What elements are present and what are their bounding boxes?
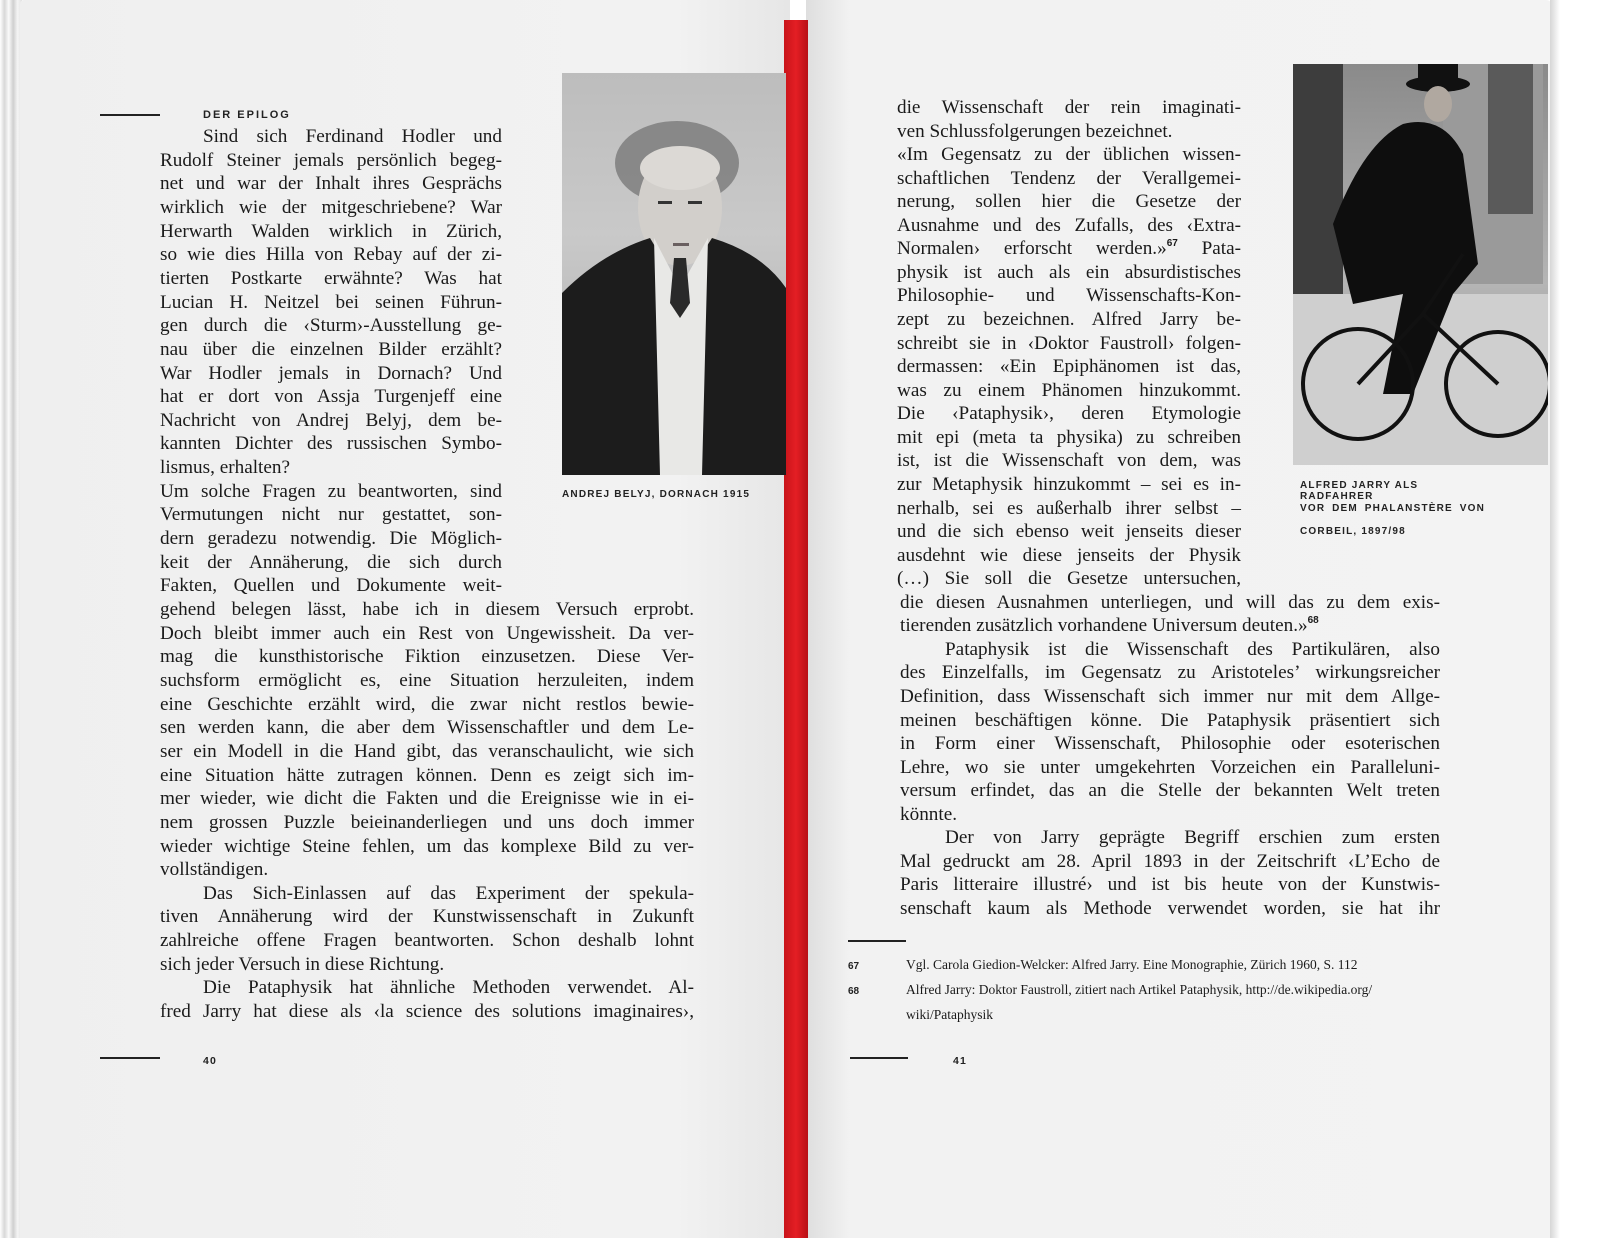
text-segment: Normalen› erforscht werden.» [897,238,1167,260]
text-segment: dermassen: «Ein Epiphänomen ist das, [897,356,1241,378]
footnote-text: Alfred Jarry: Doktor Faustroll, zitiert nach Artikel Pataphysik, http://de.wikipedia.org/ [906,982,1373,997]
text-segment: Pata- [1177,238,1241,260]
text-segment: was zu einem Phänomen hinzukommt. [897,379,1241,401]
text-line: sich jeder Versuch in diese Richtung. [160,953,445,975]
text-line: kannten Dichter des russischen Symbo- [160,433,502,455]
text-line: wirklich wie der mitgeschriebene? War [160,196,502,218]
text-segment: schaftlichen Tendenz der Verallgemei- [897,167,1241,189]
footnote-text: wiki/Pataphysik [906,1007,993,1022]
text-line: wieder wichtige Steine fehlen, um das komplexe Bild zu ver- [160,835,694,857]
text-line [897,96,1241,120]
text-line: Fakten, Quellen und Dokumente weit- [160,575,502,597]
text-segment: könnte. [900,803,958,825]
text-line: Um solche Fragen zu beantworten, sind [160,480,502,502]
text-line [897,544,1241,568]
text-segment: die Wissenschaft der rein imaginati- [897,97,1241,118]
text-line: dern geradezu notwendig. Die Möglich- [160,528,502,550]
text-segment: Die ‹Pataphysik›, deren Etymologie [897,403,1241,425]
footnote-text: Vgl. Carola Giedion-Welcker: Alfred Jarry. Eine Monographie, Zürich 1960, S. 112 [906,957,1358,972]
text-line: Rudolf Steiner jemals persönlich begeg- [160,149,502,171]
photo-alfred-jarry-cyclist [1293,64,1548,465]
section-label: DER EPILOG [203,109,291,121]
text-line: tierten Postkarte erwähnte? Was hat [160,267,502,289]
text-line: Vermutungen nicht nur gestattet, son- [160,504,502,526]
text-line [897,473,1241,497]
text-line: gehend belegen lässt, habe ich in diesem Versuch erprobt. [160,599,694,620]
text-line [897,237,1241,261]
text-line: Sind sich Ferdinand Hodler und [203,126,502,147]
text-line [900,685,1440,709]
text-line [897,308,1241,332]
text-segment: und die sich ebenso weit jenseits dieser [897,521,1241,543]
footer-rule-right [850,1057,908,1059]
text-line [900,591,1440,615]
caption-line: ALFRED JARRY ALS RADFAHRER [1300,480,1419,502]
text-line: eine Situation hätte zutragen können. Denn es zeigt sich im- [160,764,694,786]
text-segment: Lehre, wo sie unter umgekehrten Vorzeichen ein Paralleluni- [900,756,1440,778]
text-line: mag die kunsthistorische Fiktion einzusetzen. Diese Ver- [160,646,694,668]
text-segment: Paris litteraire illustré› und ist bis heute von der Kunstwis- [900,874,1440,896]
text-line: Die Pataphysik hat ähnliche Methoden verwendet. Al- [203,977,694,999]
footnote-reference[interactable]: 68 [1307,615,1319,627]
text-segment: des Einzelfalls, im Gegensatz zu Aristoteles’ wirkungsreicher [900,662,1440,684]
text-line [900,779,1440,803]
text-segment: meinen beschäftigen könne. Die Pataphysik präsentiert sich [900,709,1440,731]
text-line: eine Geschichte erzählt wird, die zwar nicht restlos bewie- [160,693,694,715]
text-line: Herwarth Walden wirklich in Zürich, [160,220,502,242]
text-segment: mit epi (meta ta physika) zu schreiben [897,426,1241,448]
text-segment: Mal gedruckt am 28. April 1893 in der Zeitschrift ‹L’Echo de [900,850,1440,872]
text-line: zahlreiche offene Fragen beantworten. Schon deshalb lohnt [160,930,694,952]
text-segment: in Form einer Wissenschaft, Philosophie oder esoterischen [900,733,1440,755]
text-line [897,449,1241,473]
photo-andrej-belyj [562,73,786,475]
text-line: suchsform ermöglicht es, eine Situation herzuleiten, indem [160,669,694,691]
text-segment: zept zu bezeichnen. Alfred Jarry be- [897,309,1241,331]
text-line: so wie dies Hilla von Rebay auf der zi- [160,244,502,266]
text-segment: nerung, sollen hier die Gesetze der [897,191,1241,213]
text-line [897,520,1241,544]
text-line: nem grossen Puzzle beieinanderliegen und uns doch immer [160,811,694,833]
text-line [897,355,1241,379]
text-line: Nachricht von Andrej Belyj, dem be- [160,409,502,431]
text-line [900,661,1440,685]
text-line [897,214,1241,238]
text-line [897,402,1241,426]
text-segment: Ausnahme und des Zufalls, des ‹Extra- [897,214,1241,236]
text-line [897,284,1241,308]
photo-caption-belyj: ANDREJ BELYJ, DORNACH 1915 [562,489,751,500]
text-segment: tierenden zusätzlich vorhandene Universum deuten.» [900,615,1308,637]
text-segment: ausdehnt wie diese jenseits der Physik [897,544,1241,566]
text-line [900,803,1440,827]
text-segment: zur Metaphysik hinzukommt – sei es in- [897,473,1241,495]
text-line [945,826,1440,850]
text-line [900,850,1440,874]
header-rule [100,114,160,116]
text-segment: nerhalb, sei es außerhalb ihrer selbst – [897,497,1241,519]
text-line: War Hodler jemals in Dornach? Und [160,362,502,384]
text-segment: physik ist auch als ein absurdistisches [897,261,1241,283]
text-line [945,638,1440,662]
text-line [900,897,1440,921]
page-edges-right [1550,0,1600,1238]
text-line: net und war der Inhalt ihres Gesprächs [160,173,502,195]
text-line [897,120,1241,144]
text-segment: ven Schlussfolgerungen bezeichnet. [897,120,1173,142]
text-line [897,379,1241,403]
text-line [897,332,1241,356]
text-line: nau über die einzelnen Bilder erzählt? [160,338,502,360]
text-line: Doch bleibt immer auch ein Rest von Ungewissheit. Da ver- [160,622,694,644]
text-line [900,873,1440,897]
text-segment: «Im Gegensatz zu der üblichen wissen- [897,144,1241,166]
text-segment: Philosophie- und Wissenschafts-Kon- [897,285,1241,307]
text-line: ser ein Modell in die Hand gibt, das veranschaulicht, wie sich [160,740,694,762]
text-segment: schreibt sie in ‹Doktor Faustroll› folgen- [897,332,1241,354]
text-line: tiven Annäherung wird der Kunstwissenschaft in Zukunft [160,906,694,928]
text-line [897,497,1241,521]
text-line: lismus, erhalten? [160,457,291,479]
text-line: Lucian H. Neitzel bei seinen Führun- [160,291,502,313]
footnote-number: 68 [848,986,860,997]
text-line [897,143,1241,167]
text-segment: versum erfindet, das an die Stelle der bekannten Welt treten [900,780,1440,802]
text-line [897,190,1241,214]
footnote-reference[interactable]: 67 [1166,238,1178,250]
text-line [897,167,1241,191]
footer-rule [100,1057,160,1059]
text-line [897,426,1241,450]
text-line: hat er dort von Assja Turgenjeff eine [160,386,502,408]
page-number-right: 41 [953,1055,968,1067]
text-segment: Der von Jarry geprägte Begriff erschien zum ersten [945,827,1440,849]
text-line [897,261,1241,285]
text-line: keit der Annäherung, die sich durch [160,551,502,573]
text-line: sen werden kann, die aber dem Wissenschaftler und dem Le- [160,717,694,739]
text-line: Das Sich-Einlassen auf das Experiment der spekula- [203,882,694,904]
text-segment: Pataphysik ist die Wissenschaft des Partikulären, also [945,638,1440,660]
page-edges-left [0,0,22,1238]
footnote-rule [848,940,906,942]
footnote-number: 67 [848,961,860,972]
red-binding [784,20,808,1238]
text-line: mer wieder, wie dicht die Fakten und die Ereignisse wie in ei- [160,788,694,810]
caption-line: VOR DEM PHALANSTÈRE VON [1300,503,1485,514]
text-segment: Definition, dass Wissenschaft sich immer nur mit dem Allge- [900,686,1440,707]
caption-line: CORBEIL, 1897/98 [1300,526,1406,537]
text-line: fred Jarry hat diese als ‹la science des solutions imaginaires›, [160,1001,694,1023]
text-segment: die diesen Ausnahmen unterliegen, und will das zu dem exis- [900,591,1440,613]
text-line [900,756,1440,780]
text-line [900,709,1440,733]
text-line [897,567,1241,591]
text-line: gen durch die ‹Sturm›-Ausstellung ge- [160,315,502,337]
text-line [900,732,1440,756]
text-line: vollständigen. [160,859,269,881]
page-number-left: 40 [203,1055,218,1067]
text-line [900,614,1440,638]
text-segment: senschaft kaum als Methode verwendet worden, sie hat ihr [900,898,1440,920]
text-segment: (…) Sie soll die Gesetze untersuchen, [897,568,1241,590]
text-segment: ist, ist die Wissenschaft von dem, was [897,450,1241,472]
